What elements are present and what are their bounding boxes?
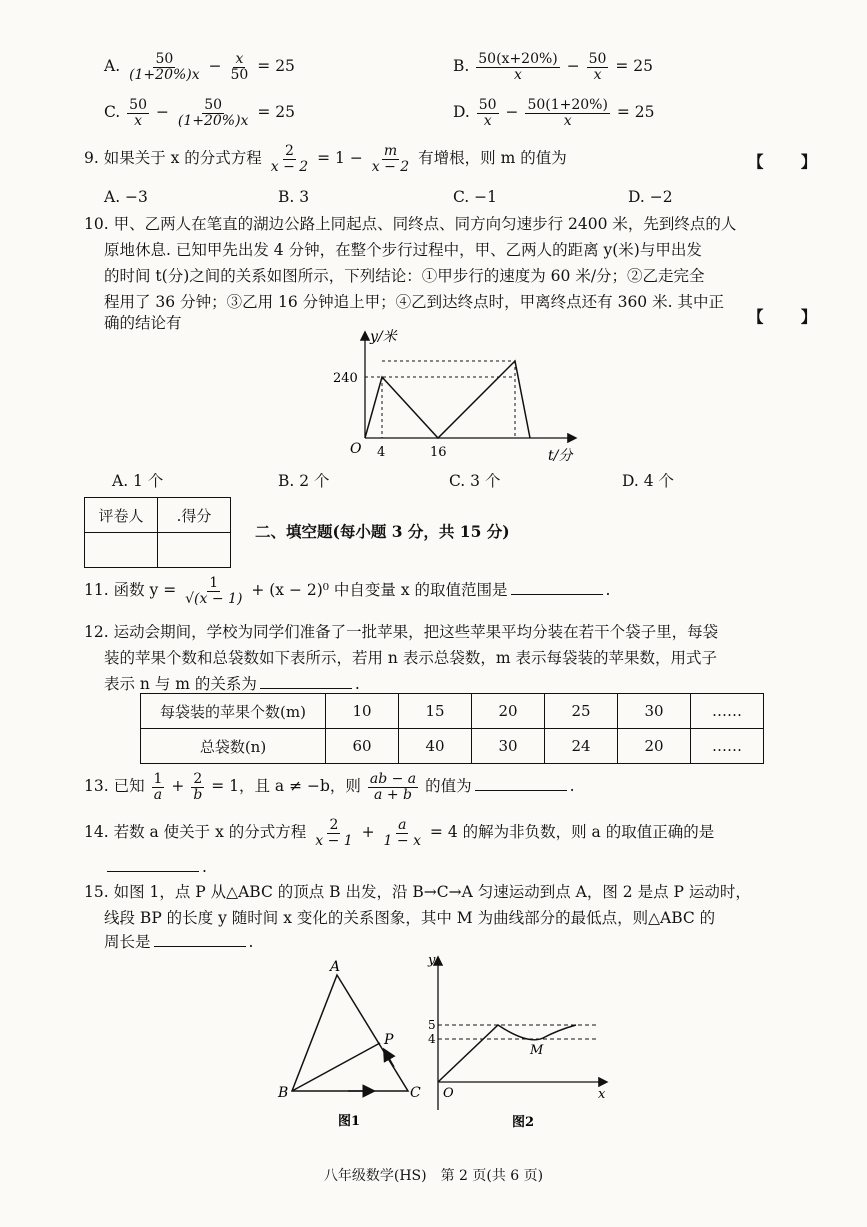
q8-option-c: C. $\frac{50}{x}$ − $\frac{50}{(1+20\%)x}$ = 25 [104,97,296,129]
q10-y-tick-240: 240 [333,371,358,386]
q12-line-3: 表示 n 与 m 的关系为 . [104,675,360,693]
q10-y-label: y/米 [370,329,397,345]
q10-option-b: B. 2 个 [278,472,330,490]
q8-option-d: D. $\frac{50}{x}$ − $\frac{50(1+20\%)}{x}$ = 25 [453,97,655,129]
section-2-title: 二、填空题(每小题 3 分，共 15 分) [255,522,510,541]
q10-answer-bracket: 【 】 [748,307,833,326]
score-box-score-header: .得分 [158,498,231,533]
q9-option-a: A. −3 [104,188,148,206]
fig2-bp-curve [438,1025,576,1082]
vertex-b-label: B [278,1085,289,1101]
page-footer: 八年级数学(HS) 第 2 页(共 6 页) [323,1168,544,1184]
arrow-c-to-a [386,1053,394,1067]
table-cell: …… [691,694,764,729]
q10-option-a: A. 1 个 [112,472,164,490]
point-p-label: P [384,1032,394,1048]
q9-option-d: D. −2 [628,188,673,206]
vertex-a-label: A [330,959,341,975]
table-cell: 20 [618,729,691,764]
score-box-grader-cell [85,533,158,568]
fig2-y-label: y [428,953,436,968]
table-cell: 20 [472,694,545,729]
score-box [84,497,231,568]
q14-answer-line: . [104,858,207,876]
q9-answer-bracket: 【 】 [748,152,833,171]
q10-line-4: 程用了 36 分钟；③乙用 16 分钟追上甲；④乙到达终点时，甲离终点还有 360 米. 其中正 [104,293,724,311]
table-cell: 60 [326,729,399,764]
q10-option-c: C. 3 个 [449,472,501,490]
q10-origin: O [350,441,362,457]
q15-line-1: 15. 如图 1，点 P 从△ABC 的顶点 B 出发，沿 B→C→A 匀速运动到点 A，图 2 是点 P 运动时， [84,883,751,901]
q12-apples-table [140,693,764,764]
q14-answer-blank[interactable] [107,870,199,872]
q10-line-3: 的时间 t(分)之间的关系如图所示，下列结论：①甲步行的速度为 60 米/分；②乙走完全 [104,267,705,285]
q15-figure-2-graph [416,950,616,1135]
fig2-x-label: x [598,1087,606,1102]
score-box-score-cell [158,533,231,568]
table-cell: 40 [399,729,472,764]
q10-distance-time-graph [330,325,590,465]
q10-option-d: D. 4 个 [622,472,675,490]
q13-stem: 13. 已知 $\frac{1}{a}$ + $\frac{2}{b}$ = 1，且 a ≠ −b，则 $\frac{ab - a}{a + b}$ 的值为 . [84,771,575,803]
table-row [141,694,764,729]
q10-x-tick-4: 4 [377,445,386,460]
segment-bp [292,1043,380,1091]
q15-line-2: 线段 BP 的长度 y 随时间 x 变化的关系图象，其中 M 为曲线部分的最低点，则△ABC 的 [104,909,716,927]
vertex-c-label: C [410,1085,421,1101]
q10-line-5: 确的结论有 [104,314,182,332]
q8-option-b: B. $\frac{50(x+20\%)}{x}$ − $\frac{50}{x}$ = 25 [453,51,654,83]
table-row [141,729,764,764]
q15-answer-blank[interactable] [154,945,246,947]
fig2-tick-4: 4 [428,1032,436,1046]
q15-figure-1-triangle [272,955,432,1135]
q8-option-a: A. $\frac{50}{(1+20\%)x}$ − $\frac{x}{50}$ = 25 [104,51,295,83]
q10-x-tick-16: 16 [430,445,447,460]
q9-option-b: B. 3 [278,188,310,206]
q10-line-2: 原地休息. 已知甲先出发 4 分钟，在整个步行过程中，甲、乙两人的距离 y(米)与甲出发 [104,241,702,259]
figure-1-caption: 图1 [338,1114,361,1129]
table-cell: 30 [472,729,545,764]
table-cell: 10 [326,694,399,729]
figure-2-caption: 图2 [512,1115,535,1130]
q10-line-1: 10. 甲、乙两人在笔直的湖边公路上同起点、同终点、同方向匀速步行 2400 米，先到终点的人 [84,215,737,233]
q12-answer-blank[interactable] [260,687,352,689]
q10-x-label: t/分 [548,448,573,464]
fig2-origin: O [443,1086,454,1101]
q15-line-3: 周长是 . [104,933,254,951]
q12-row2-header: 总袋数(n) [141,729,326,764]
q12-row1-header: 每袋装的苹果个数(m) [141,694,326,729]
score-box-grader-header: 评卷人 [85,498,158,533]
table-cell: 30 [618,694,691,729]
fig2-point-m: M [530,1043,544,1058]
q13-answer-blank[interactable] [475,789,567,791]
q9-stem: 9. 如果关于 x 的分式方程 $\frac{2}{x - 2}$ = 1 − $\frac{m}{x - 2}$ 有增根，则 m 的值为 [84,143,567,175]
q10-distance-curve [365,361,530,438]
q12-line-1: 12. 运动会期间，学校为同学们准备了一批苹果，把这些苹果平均分装在若干个袋子里，每袋 [84,623,719,641]
table-cell: 25 [545,694,618,729]
q9-option-c: C. −1 [453,188,498,206]
q12-line-2: 装的苹果个数和总袋数如下表所示，若用 n 表示总袋数，m 表示每袋装的苹果数，用式子 [104,649,717,667]
fig2-tick-5: 5 [428,1018,436,1032]
q11-stem: 11. 函数 y = $\frac{1}{√(x - 1)}$ + (x − 2)⁰ 中自变量 x 的取值范围是 . [84,575,611,607]
table-cell: …… [691,729,764,764]
table-cell: 15 [399,694,472,729]
q14-stem: 14. 若数 a 使关于 x 的分式方程 $\frac{2}{x - 1}$ + $\frac{a}{1 - x}$ = 4 的解为非负数，则 a 的取值正确的是 [84,817,715,849]
q11-answer-blank[interactable] [511,593,603,595]
table-cell: 24 [545,729,618,764]
